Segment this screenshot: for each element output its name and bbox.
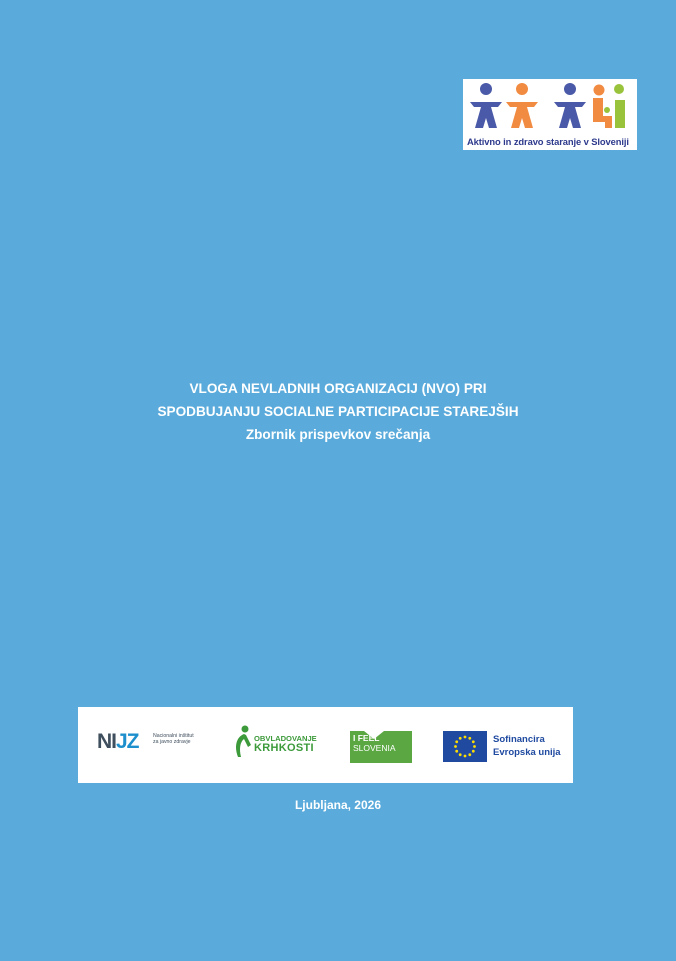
- ifeel-line-2: SLOVENIA: [353, 743, 396, 753]
- eu-text: [493, 733, 561, 759]
- partner-logos-strip: [78, 707, 573, 783]
- eu-flag-icon: [443, 731, 487, 762]
- document-title: [0, 377, 676, 446]
- eu-line-2: Evropska unija: [493, 747, 561, 758]
- document-subtitle: Zbornik prispevkov srečanja: [245, 427, 431, 442]
- nijz-sub-line-2: za javno zdravje: [153, 739, 191, 746]
- people-figures-icon: [467, 82, 633, 134]
- project-tagline: Aktivno in zdravo staranje v Sloveniji: [467, 136, 629, 147]
- krhkost-line-1: OBVLADOVANJE: [254, 734, 317, 743]
- nijz-subtitle: [153, 733, 203, 746]
- nijz-sub-line-1: Nacionalni inštitut: [153, 733, 194, 739]
- nijz-name-b: JZ: [116, 730, 139, 753]
- krhkost-line-2: KRHKOSTI: [254, 742, 314, 754]
- title-line-1: VLOGA NEVLADNIH ORGANIZACIJ (NVO) PRI: [189, 381, 487, 396]
- project-logo: [463, 79, 637, 150]
- nijz-logo: [97, 730, 139, 754]
- title-line-2: SPODBUJANJU SOCIALNE PARTICIPACIJE STAREJŠIH: [157, 404, 519, 419]
- krhkost-logo: [232, 725, 317, 764]
- ifeel-line-1: I FEEL: [353, 733, 380, 743]
- nijz-name-a: NI: [97, 730, 116, 753]
- running-figure-icon: [232, 725, 254, 759]
- place-date: Ljubljana, 2026: [294, 798, 382, 812]
- eu-line-1: Sofinancira: [493, 734, 545, 745]
- ifeelslovenia-logo: [350, 731, 412, 763]
